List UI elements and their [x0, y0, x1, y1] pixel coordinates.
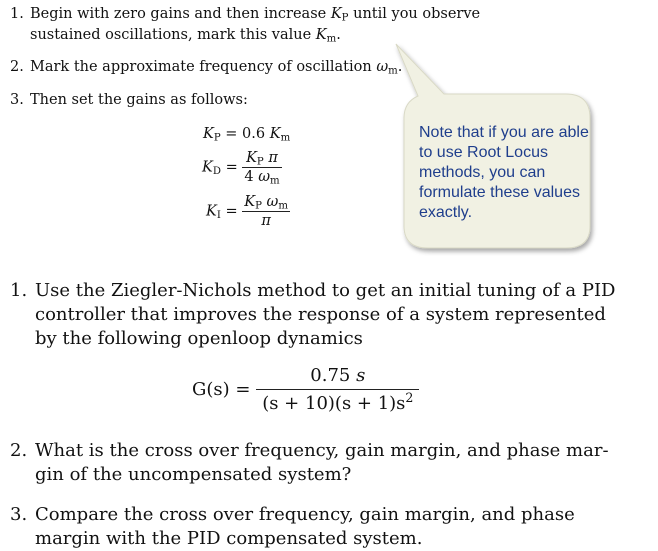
list-item-text: Mark the approximate frequency of oscillation — [30, 59, 372, 75]
math-sub: m — [326, 33, 337, 45]
list-item-text: Use the Ziegler-Nichols method to get an initial tuning of a PID — [35, 280, 616, 301]
math-var: ω — [258, 169, 271, 185]
list-item-text: controller that improves the response of a system represented — [35, 304, 606, 325]
list-item — [10, 90, 310, 112]
math-sub: D — [212, 166, 221, 178]
math-exponent: 2 — [405, 390, 414, 406]
math-sub: P — [213, 132, 221, 144]
math-sub: P — [256, 156, 264, 168]
list-item-text: sustained oscillations, mark this value — [30, 27, 312, 43]
math-sub: I — [216, 210, 221, 222]
math-var: K — [206, 203, 217, 220]
list-number: 1. — [10, 6, 24, 22]
list-number: 2. — [10, 440, 28, 461]
math-sub: P — [255, 200, 262, 212]
math-number: 0.75 — [310, 365, 351, 386]
list-item — [10, 279, 650, 351]
math-var: ω — [266, 194, 279, 210]
list-item-text: Then set the gains as follows: — [30, 92, 248, 108]
list-item-text: gin of the uncompensated system? — [35, 464, 352, 485]
math-sub: m — [280, 132, 291, 144]
list-item-text: until you observe — [353, 6, 481, 22]
math-var: K — [315, 27, 327, 43]
math-number: 4 — [244, 169, 254, 185]
math-var: K — [202, 159, 213, 176]
list-item — [10, 503, 650, 551]
math-lhs: G(s) = — [192, 379, 251, 400]
math-var: K — [269, 126, 281, 142]
math-var: ω — [376, 59, 389, 75]
fraction — [256, 365, 419, 414]
math-var: K — [246, 150, 257, 166]
list-item-text: What is the cross over frequency, gain margin, and phase mar- — [35, 440, 609, 461]
callout-note — [388, 38, 600, 256]
list-item — [10, 57, 430, 79]
math-number: 0.6 — [242, 126, 266, 142]
math-denominator: (s + 10)(s + 1)s — [262, 393, 406, 414]
math-var: K — [203, 126, 214, 142]
math-var: K — [330, 6, 342, 22]
math-var: s — [356, 365, 366, 386]
list-item-text: Begin with zero gains and then increase — [30, 6, 327, 22]
math-var: π — [268, 150, 278, 166]
math-var: π — [261, 213, 271, 229]
math-sub: m — [388, 65, 398, 77]
equation-kp: $K_P = 0.6$ $K_m$ — [203, 126, 291, 144]
list-number: 1. — [10, 280, 28, 301]
list-item-text: Compare the cross over frequency, gain margin, and phase — [35, 504, 575, 525]
fraction — [242, 150, 281, 185]
list-number: 3. — [10, 92, 24, 108]
math-sub: m — [270, 175, 280, 187]
transfer-function — [192, 365, 419, 414]
list-item-text: . — [336, 27, 341, 43]
list-item-text: by the following openloop dynamics — [35, 328, 363, 349]
list-item-text: margin with the PID compensated system. — [35, 528, 423, 549]
math-sub: P — [341, 12, 349, 24]
list-item-text: . — [397, 59, 403, 75]
list-number: 2. — [10, 59, 24, 75]
equation-ki: $K_I$ = $\frac{K_P \omega_m}{\pi}$ — [206, 194, 288, 229]
list-item — [10, 439, 650, 487]
list-number: 3. — [10, 504, 28, 525]
equation-kd: $K_D$ = $\frac{K_P \pi}{4 \omega_m}$ — [202, 150, 280, 187]
math-var: K — [244, 194, 256, 210]
fraction — [242, 194, 290, 229]
callout-text: Note that if you are able to use Root Locus methods, you can formulate these values exactly. — [419, 124, 589, 221]
math-sub: m — [278, 200, 288, 212]
